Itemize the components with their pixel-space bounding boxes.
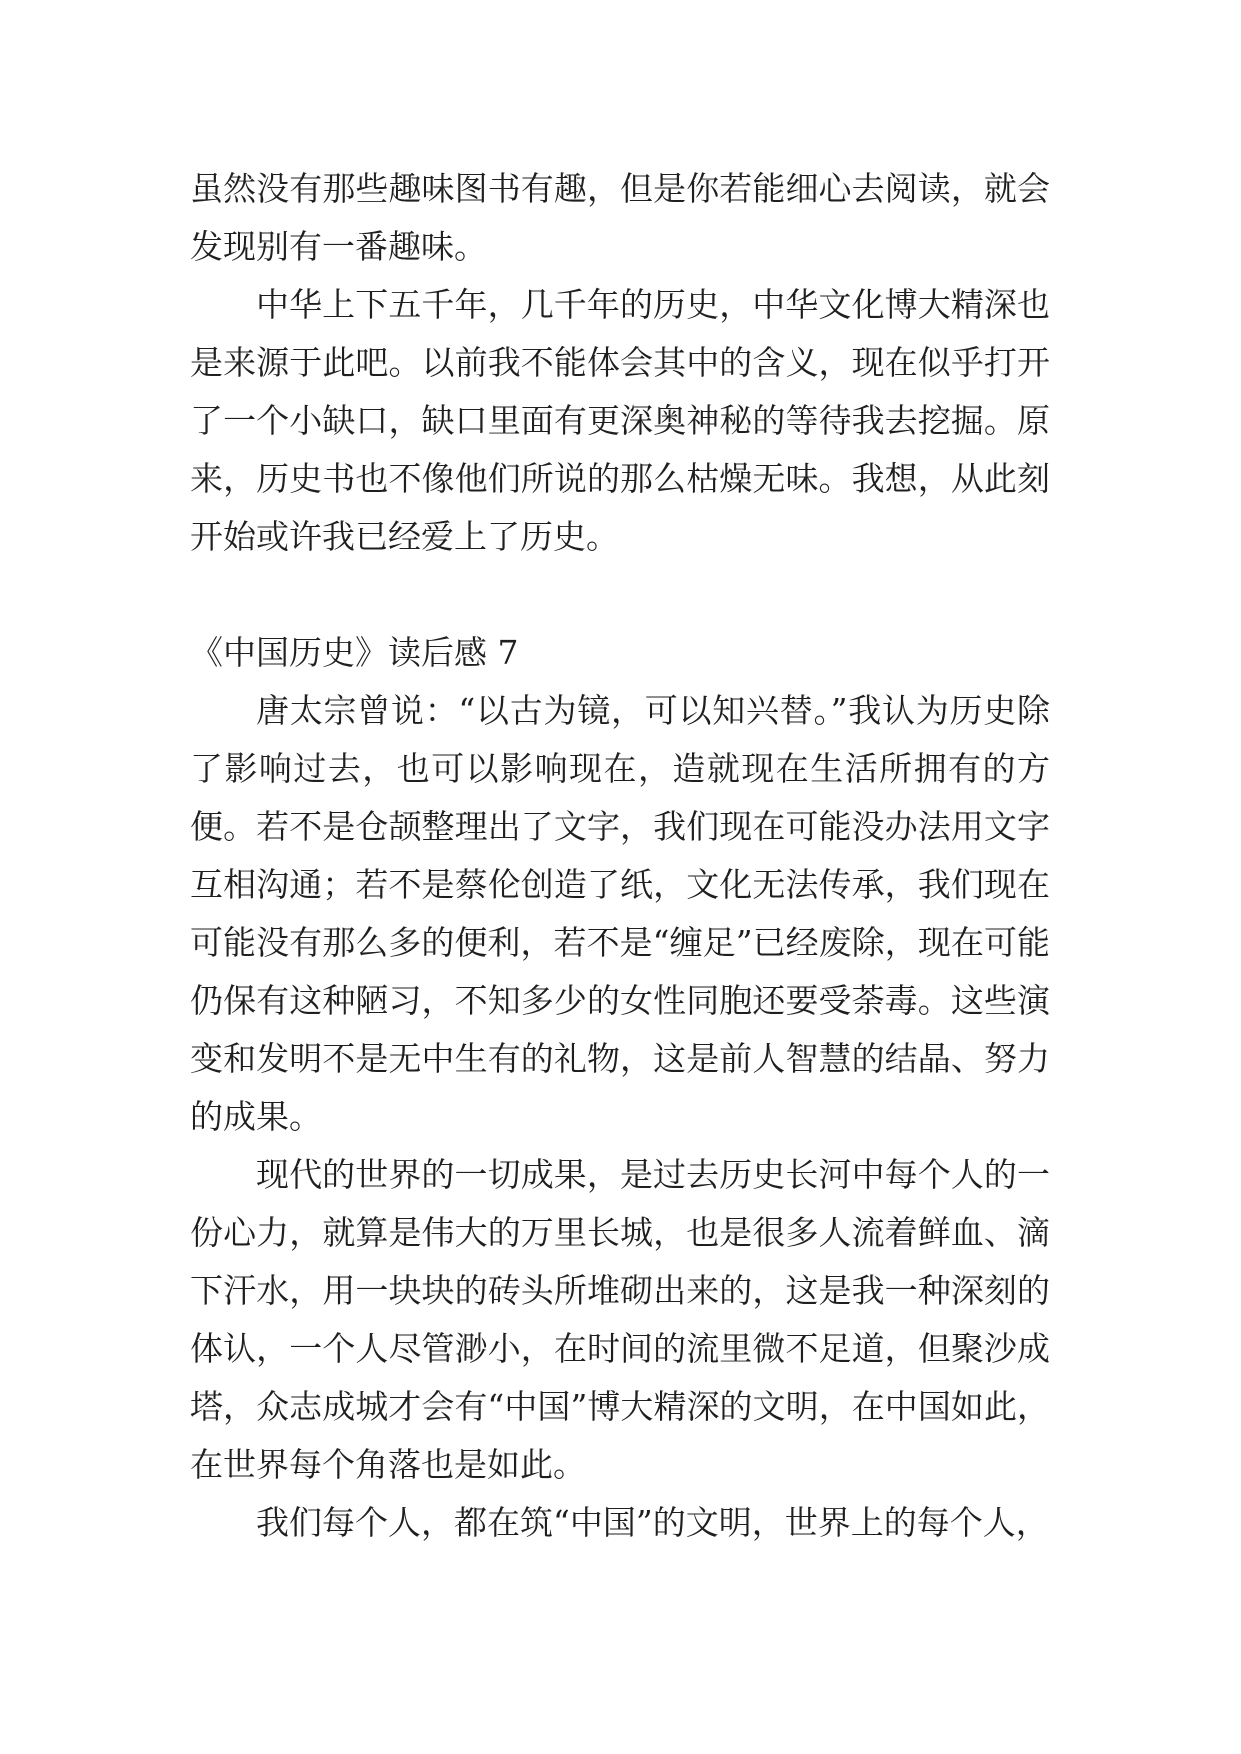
paragraph-4: 现代的世界的一切成果，是过去历史长河中每个人的一份心力，就算是伟大的万里长城，也是很多人流着鲜血、滴下汗水，用一块块的砖头所堆砌出来的，这是我一种深刻的体认，一个人尽管渺小，在时间的流里微不足道，但聚沙成塔，众志成城才会有“中国”博大精深的文明，在中国如此，在世界每个角落也是如此。 xyxy=(190,1155,1050,1484)
document-body xyxy=(190,160,1050,1552)
paragraph-5: 我们每个人，都在筑“中国”的文明，世界上的每个人， xyxy=(256,1503,1049,1542)
paragraph-2: 中华上下五千年，几千年的历史，中华文化博大精深也是来源于此吧。以前我不能体会其中的含义，现在似乎打开了一个小缺口，缺口里面有更深奥神秘的等待我去挖掘。原来，历史书也不像他们所说的那么枯燥无味。我想，从此刻开始或许我已经爱上了历史。 xyxy=(190,285,1050,556)
section-heading: 《中国历史》读后感 7 xyxy=(190,633,519,672)
paragraph-1: 虽然没有那些趣味图书有趣，但是你若能细心去阅读，就会发现别有一番趣味。 xyxy=(190,169,1050,266)
paragraph-3: 唐太宗曾说：“以古为镜，可以知兴替。”我认为历史除了影响过去，也可以影响现在，造就现在生活所拥有的方便。若不是仓颉整理出了文字，我们现在可能没办法用文字互相沟通；若不是蔡伦创造了纸，文化无法传承，我们现在可能没有那么多的便利，若不是“缠足”已经废除，现在可能仍保有这种陋习，不知多少的女性同胞还要受荼毒。这些演变和发明不是无中生有的礼物，这是前人智慧的结晶、努力的成果。 xyxy=(190,691,1050,1136)
